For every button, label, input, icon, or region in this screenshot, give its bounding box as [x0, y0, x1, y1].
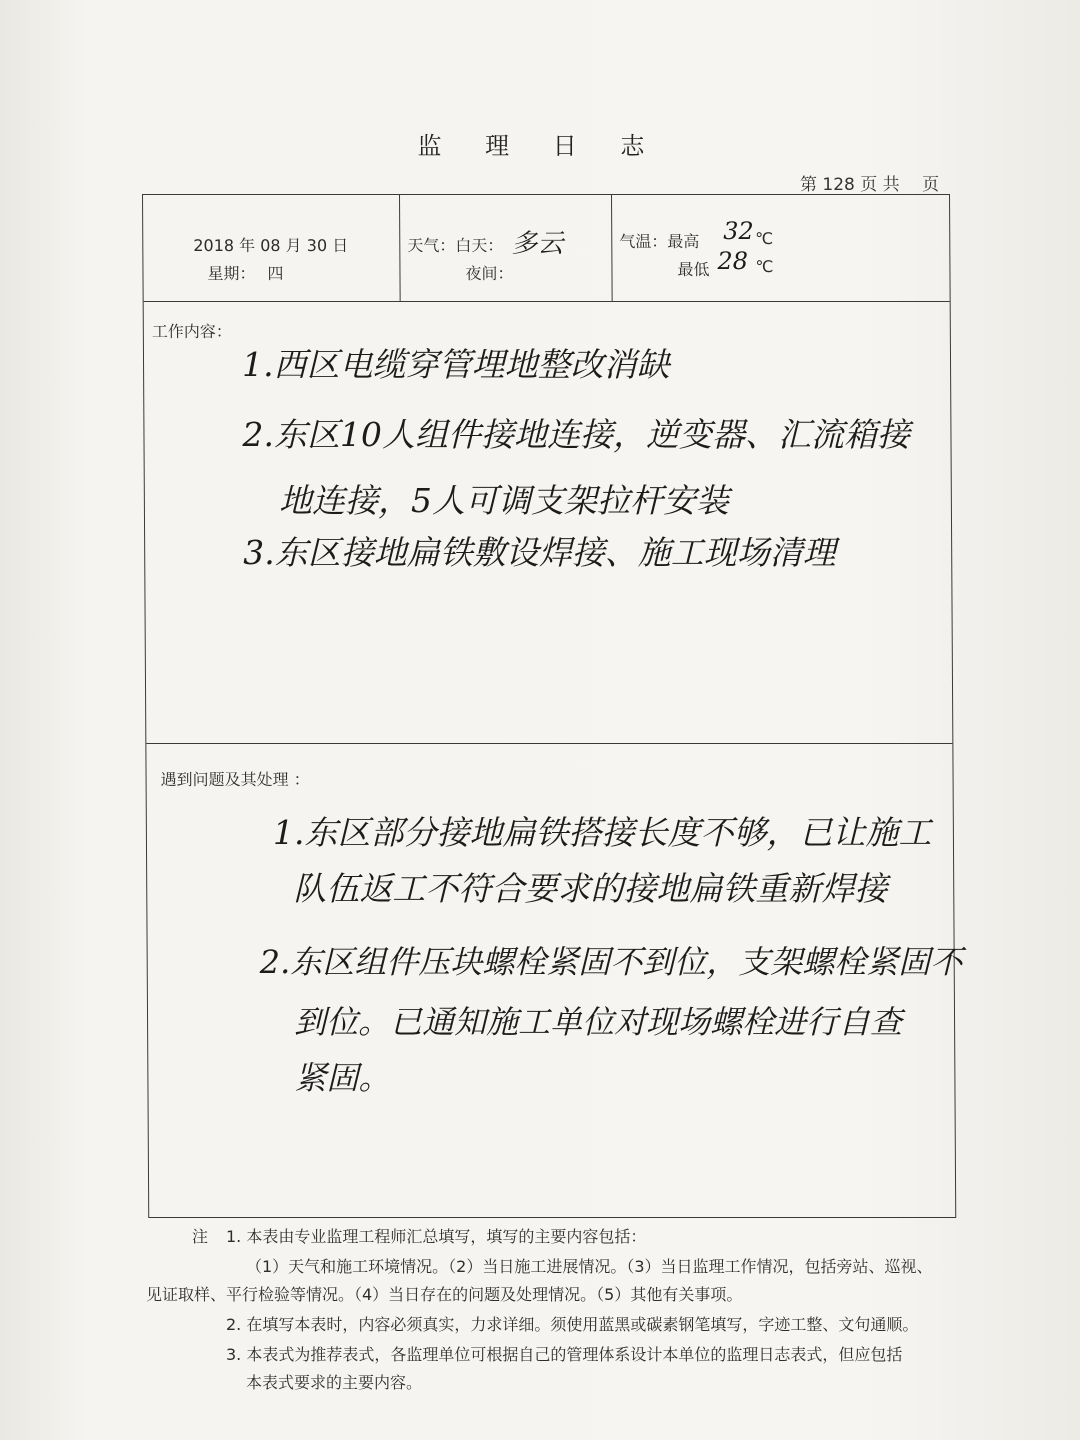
log-form [142, 194, 963, 1218]
weather-cell [399, 195, 613, 301]
work-line: 2.东区10人组件接地连接，逆变器、汇流箱接 [242, 415, 911, 454]
note-1a: （1）天气和施工环境情况。（2）当日施工进展情况。（3）当日监理工作情况，包括旁站、巡视、 [246, 1257, 933, 1276]
date-cell [143, 195, 401, 301]
issue-line: 2.东区组件压块螺栓紧固不到位，支架螺栓紧固不 [259, 943, 963, 981]
issue-line: 到位。已通知施工单位对现场螺栓进行自查 [293, 1003, 903, 1041]
issues-label: 遇到问题及其处理 ： [160, 770, 310, 789]
note-1: 1. 本表由专业监理工程师汇总填写，填写的主要内容包括： [226, 1227, 647, 1246]
weather-night-label: 夜间： [465, 264, 514, 283]
page-number: 第 128 页 共 页 [800, 175, 940, 195]
note-3b: 本表式要求的主要内容。 [246, 1373, 423, 1392]
issue-line: 1.东区部分接地扁铁搭接长度不够，已让施工 [272, 813, 932, 852]
notes-prefix: 注 [192, 1227, 209, 1246]
work-line: 1.西区电缆穿管埋地整改消缺 [241, 345, 670, 384]
weather-day-value: 多云 [511, 229, 564, 259]
work-line: 3.东区接地扁铁敷设焊接、施工现场清理 [243, 533, 836, 572]
temp-low-label: 最低 [677, 260, 710, 279]
note-1b: 见证取样、平行检验等情况。（4）当日存在的问题及处理情况。（5）其他有关事项。 [146, 1285, 743, 1304]
temperature-cell [611, 195, 950, 301]
issue-line: 紧固。 [294, 1059, 391, 1097]
note-3: 3. 本表式为推荐表式，各监理单位可根据自己的管理体系设计本单位的监理日志表式，但应包括 [226, 1345, 903, 1364]
temp-low-value: 28 [717, 247, 749, 275]
date-text: 2018 年 08 月 30 日 [193, 236, 349, 255]
weather-day-label: 天气：白天： [407, 236, 504, 255]
temp-high-value: 32 [723, 217, 754, 245]
temp-low-unit: ℃ [755, 257, 774, 276]
work-content-label: 工作内容： [151, 322, 232, 341]
work-line: 地连接，5人可调支架拉杆安装 [278, 481, 729, 520]
document-title: 监 理 日 志 [417, 132, 663, 160]
weekday-value: 四 [267, 264, 284, 283]
weekday-label: 星期： [207, 264, 256, 283]
note-2: 2. 在填写本表时，内容必须真实，力求详细。须使用蓝黑或碳素钢笔填写，字迹工整、文句通顺。 [226, 1315, 919, 1334]
header-row [143, 195, 950, 302]
section-divider [146, 743, 952, 744]
issue-line: 队伍返工不符合要求的接地扁铁重新焊接 [293, 869, 888, 908]
temp-high-unit: ℃ [755, 229, 774, 248]
temp-high-label: 气温：最高 [619, 232, 700, 251]
